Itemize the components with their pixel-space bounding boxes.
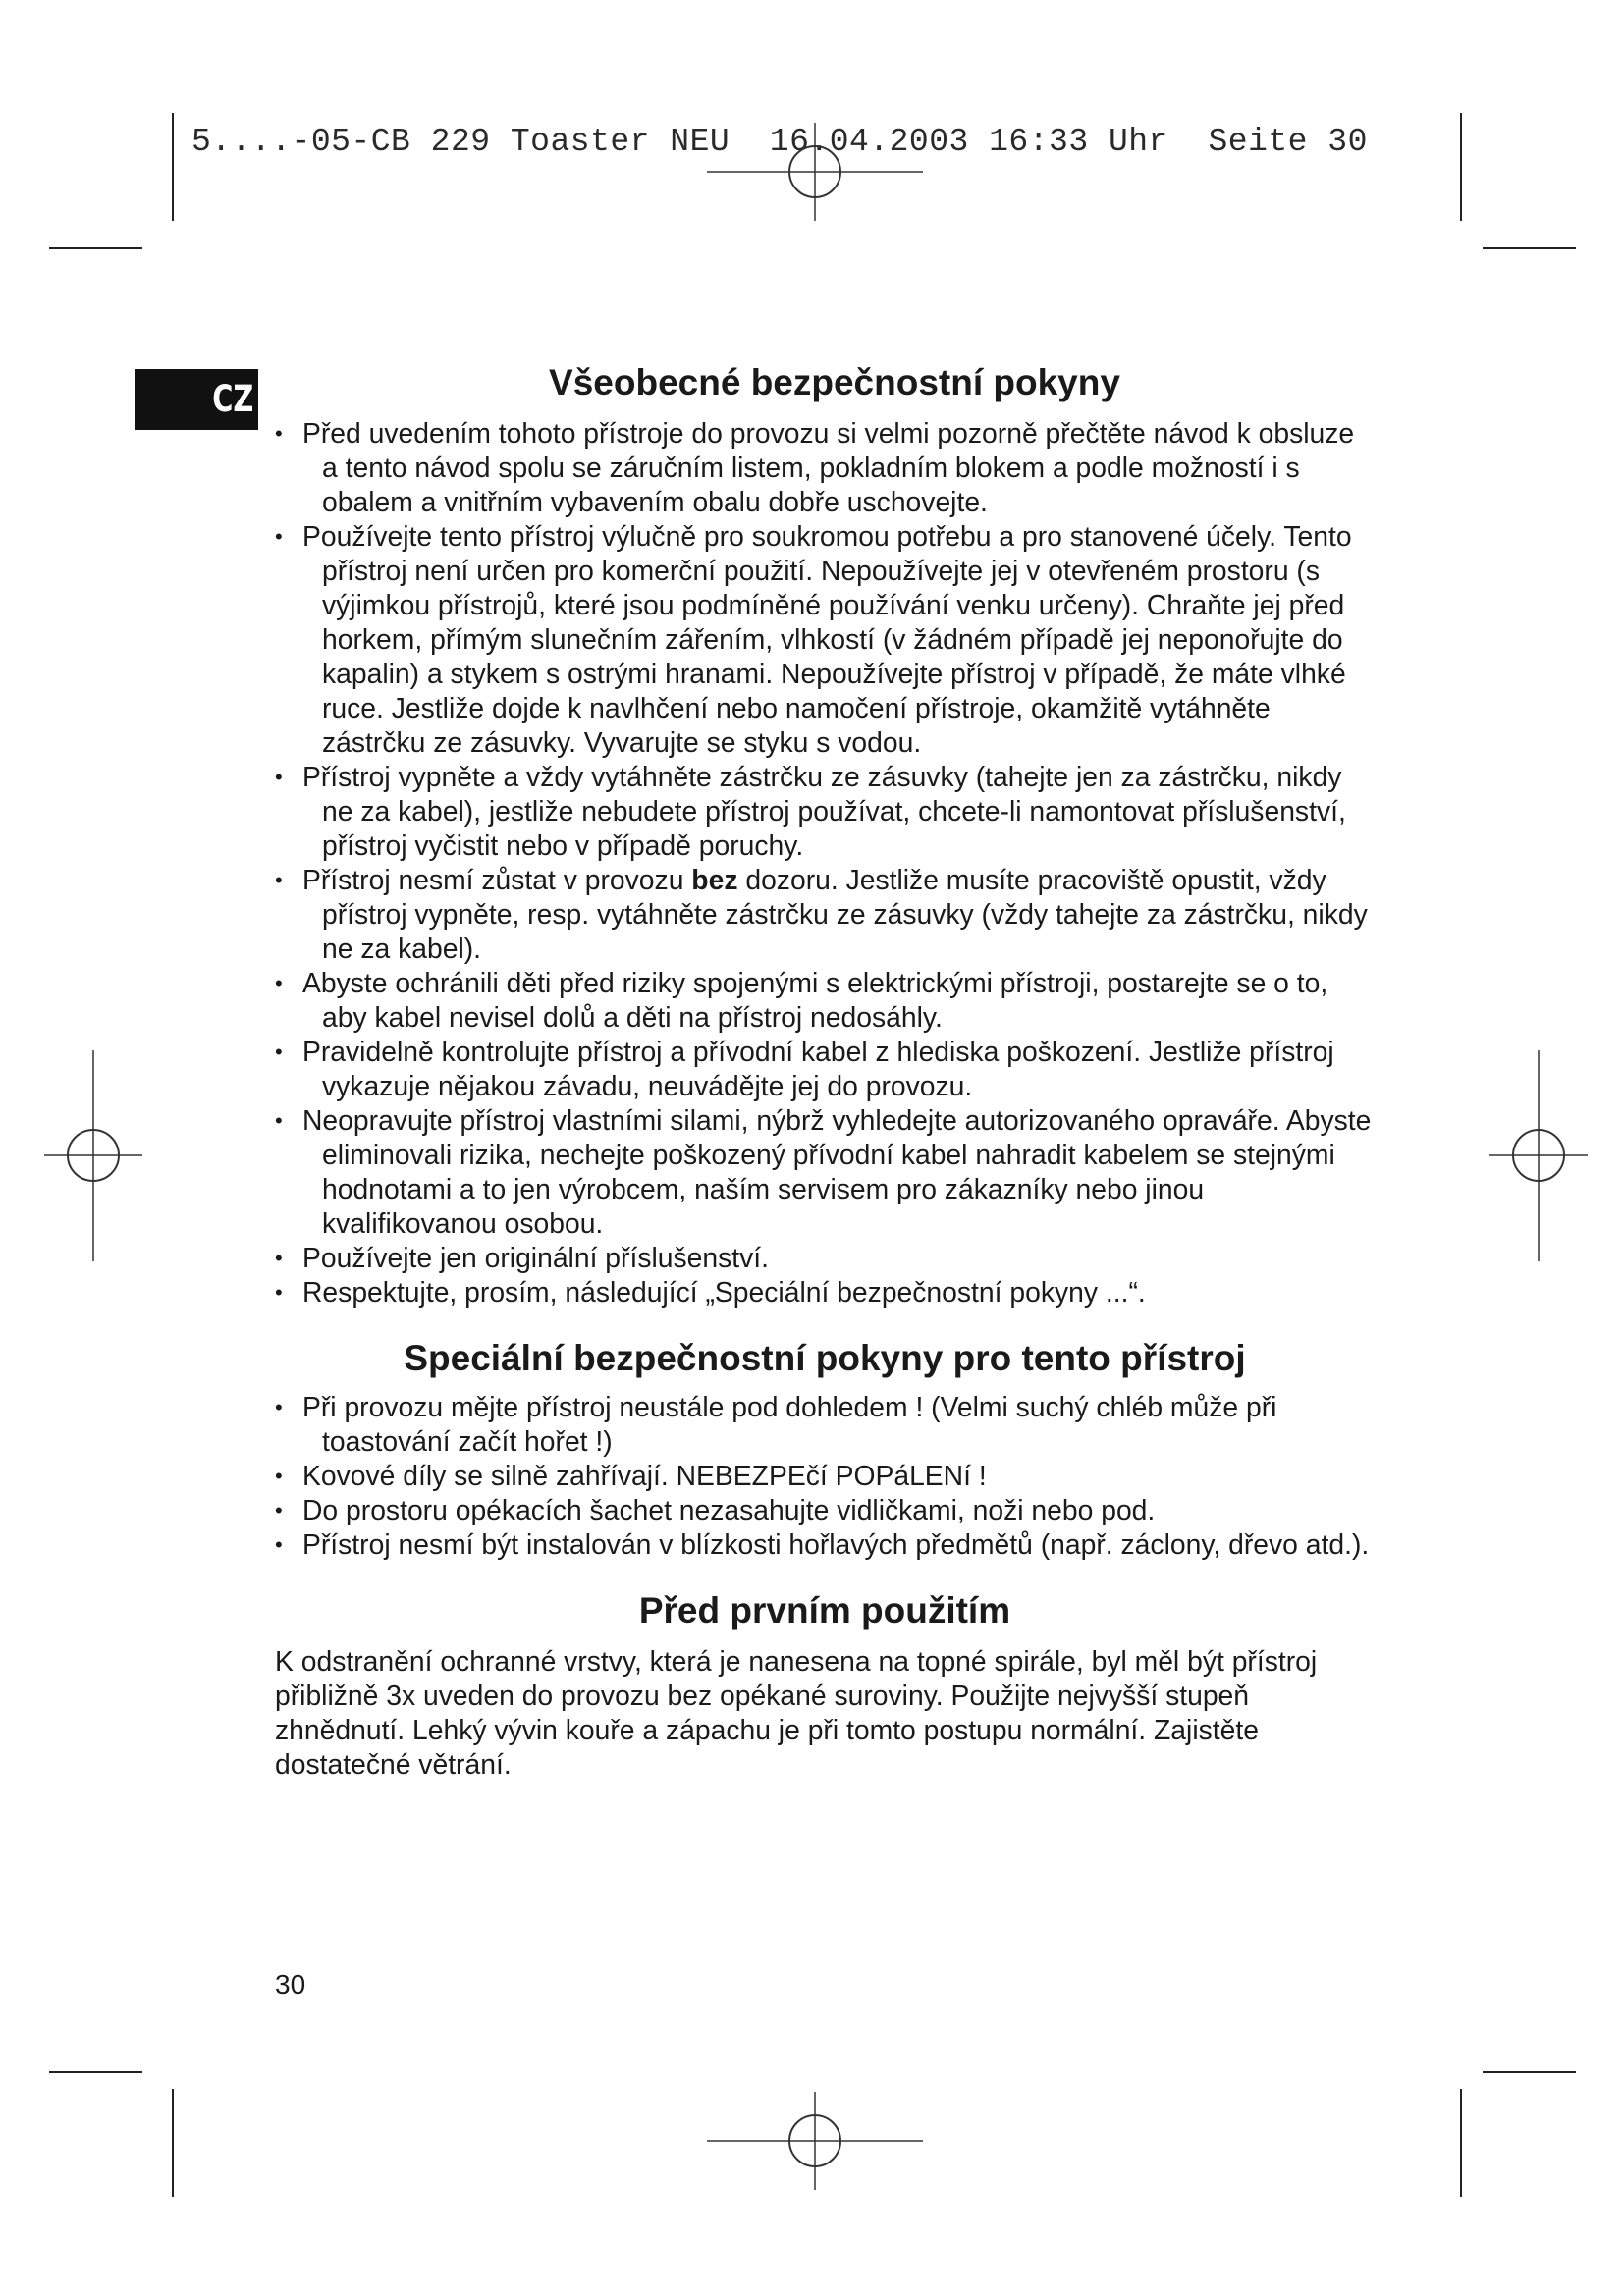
list-item: • Používejte jen originální příslušenství. — [275, 1241, 1375, 1275]
supervision-text-bold: bez — [691, 864, 738, 895]
supervision-text-before: Přístroj nesmí zůstat v provozu — [302, 864, 692, 895]
list-item: • Kovové díly se silně zahřívají. NEBEZPEčí POPáLENí ! — [275, 1459, 1375, 1493]
list-item: • Při provozu mějte přístroj neustále pod dohledem ! (Velmi suchý chléb může při toastování začít hořet !) — [275, 1390, 1375, 1459]
page-number: 30 — [275, 1969, 306, 2000]
list-item: • Přístroj nesmí být instalován v blízkosti hořlavých předmětů (např. záclony, dřevo atd.). — [275, 1527, 1375, 1562]
crop-mark — [1483, 2071, 1576, 2073]
general-safety-list — [275, 416, 1375, 1309]
list-item: • Respektujte, prosím, následující „Speciální bezpečnostní pokyny ...“. — [275, 1275, 1375, 1309]
language-tab — [135, 369, 258, 430]
list-item: • Přístroj vypněte a vždy vytáhněte zástrčku ze zásuvky (tahejte jen za zástrčku, nikdy ne za kabel), jestliže nebudete přístroj používat, chcete-li namontovat příslušenství, přístroj vyčistit nebo v případě poruchy. — [275, 760, 1375, 863]
crop-mark — [172, 113, 174, 221]
section-title-general-safety: Všeobecné bezpečnostní pokyny — [549, 362, 1120, 402]
supervision-text-after: dozoru. Jestliže musíte pracoviště opustit, vždy přístroj vypněte, resp. vytáhněte zástrčku ze zásuvky (vždy tahejte za zástrčku, nikdy ne za kabel). — [322, 864, 1368, 964]
crop-mark — [1483, 247, 1576, 249]
list-item: • Před uvedením tohoto přístroje do provozu si velmi pozorně přečtěte návod k obsluze a tento návod spolu se záručním listem, pokladním blokem a podle možností i s obalem a vnitřním vybavením obalu dobře uschovejte. — [275, 416, 1375, 519]
crop-mark — [172, 2089, 174, 2197]
first-use-paragraph: K odstranění ochranné vrstvy, která je nanesena na topné spirále, byl měl být přístroj přibližně 3x uveden do provozu bez opékané suroviny. Použijte nejvyšší stupeň zhnědnutí. Lehký vývin kouře a zápachu je při tomto postupu normální. Zajistěte dostatečné větrání. — [275, 1645, 1318, 1780]
registration-target-bottom — [707, 2087, 923, 2195]
list-item: • Abyste ochránili děti před riziky spojenými s elektrickými přístroji, postarejte se o to, aby kabel nevisel dolů a děti na přístroj nedosáhly. — [275, 966, 1375, 1035]
section-title-first-use: Před prvním použitím — [638, 1590, 1011, 1630]
page-content — [275, 361, 1375, 1782]
crop-mark — [1460, 2089, 1462, 2197]
language-tab-label: CZ — [212, 378, 254, 420]
crop-mark — [49, 247, 142, 249]
list-item: • Pravidelně kontrolujte přístroj a přívodní kabel z hlediska poškození. Jestliže přístroj vykazuje nějakou závadu, neuvádějte jej do provozu. — [275, 1035, 1375, 1103]
list-item: • Do prostoru opékacích šachet nezasahujte vidličkami, noži nebo pod. — [275, 1493, 1375, 1527]
print-slug: 5....-05-CB 229 Toaster NEU 16.04.2003 16:33 Uhr Seite 30 — [191, 124, 1368, 160]
section-title-special-safety: Speciální bezpečnostní pokyny pro tento přístroj — [404, 1338, 1246, 1378]
crop-mark — [1460, 113, 1462, 221]
special-safety-list — [275, 1390, 1375, 1562]
registration-target-right — [1485, 1050, 1593, 1261]
list-item-supervision — [275, 863, 1375, 966]
crop-mark — [49, 2071, 142, 2073]
registration-target-left — [39, 1050, 147, 1261]
registration-target-top — [707, 118, 923, 226]
list-item: • Neopravujte přístroj vlastními silami, nýbrž vyhledejte autorizovaného opraváře. Abyste eliminovali rizika, nechejte poškozený přívodní kabel nahradit kabelem se stejnými hodnotami a to jen výrobcem, naším servisem pro zákazníky nebo jinou kvalifikovanou osobou. — [275, 1103, 1375, 1241]
list-item: • Používejte tento přístroj výlučně pro soukromou potřebu a pro stanovené účely. Tento přístroj není určen pro komerční použití. Nepoužívejte jej v otevřeném prostoru (s výjimkou přístrojů, které jsou podmíněné používání venku určeny). Chraňte jej před horkem, přímým slunečním zářením, vlhkostí (v žádném případě jej neponořujte do kapalin) a stykem s ostrými hranami. Nepoužívejte přístroj v případě, že máte vlhké ruce. Jestliže dojde k navlhčení nebo namočení přístroje, okamžitě vytáhněte zástrčku ze zásuvky. Vyvarujte se styku s vodou. — [275, 519, 1375, 760]
